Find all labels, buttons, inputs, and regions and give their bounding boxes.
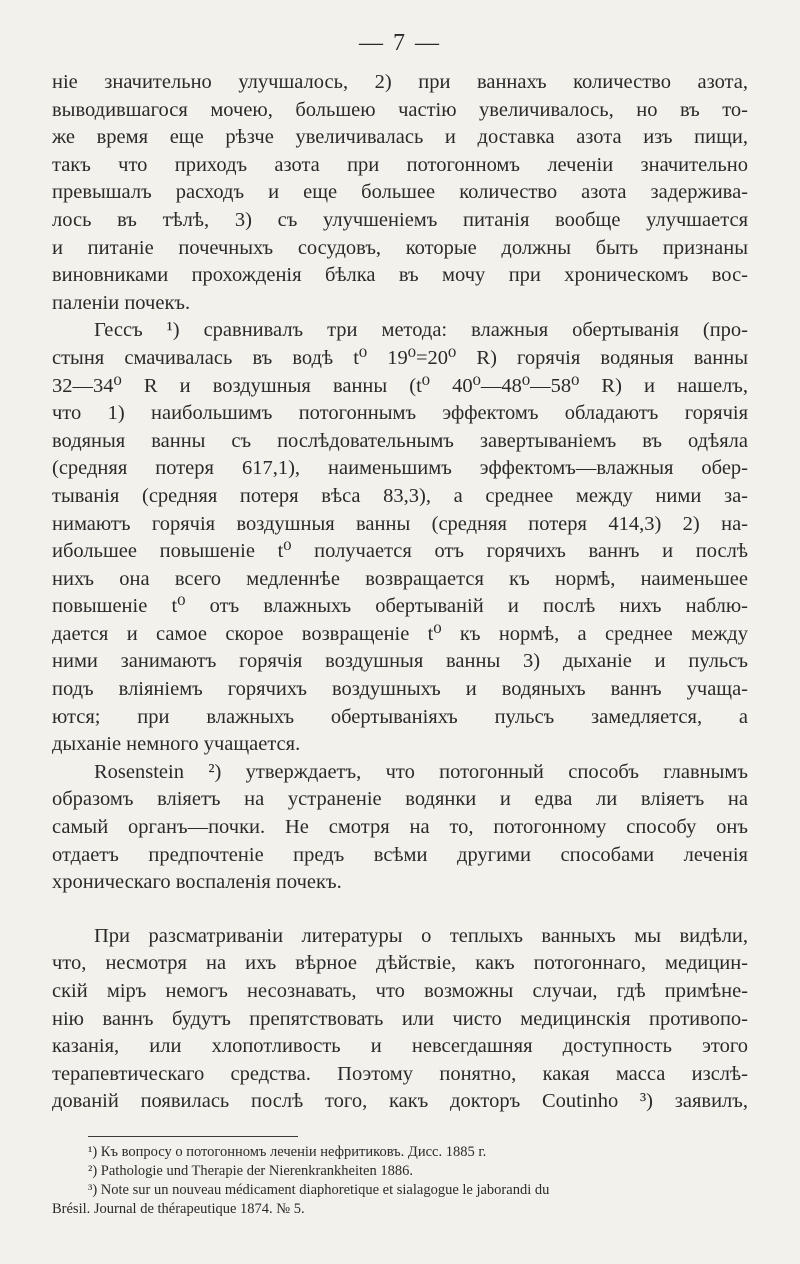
- text-line: образомъ вліяетъ на устраненіе водянки и едва ли вліяетъ на: [52, 788, 748, 811]
- paragraph-3: [52, 759, 748, 897]
- text-line: повышеніе t⁰ отъ влажныхъ обертываній и послѣ нихъ наблю-: [52, 595, 748, 618]
- text-line: ніе значительно улучшалось, 2) при ваннахъ количество азота,: [52, 71, 748, 93]
- text-line: ются; при влажныхъ обертываніяхъ пульсъ замедляется, а: [52, 705, 748, 728]
- text-line: ними занимаютъ горячія воздушныя ванны 3) дыханіе и пульсъ: [52, 650, 748, 673]
- text-line: водяныя ванны съ послѣдовательнымъ завертываніемъ въ одѣяла: [52, 429, 748, 452]
- text-line: стыня смачивалась въ водѣ t⁰ 19⁰=20⁰ R) горячія водяныя ванны: [52, 346, 748, 369]
- text-line: терапевтическаго средства. Поэтому понятно, какая масса изслѣ-: [52, 1062, 748, 1085]
- text-line: выводившагося мочею, большею частію увеличивалось, но въ то-: [52, 98, 748, 121]
- text-line: 32—34⁰ R и воздушныя ванны (t⁰ 40⁰—48⁰—58⁰ R) и нашелъ,: [52, 374, 748, 397]
- text-line: казанія, или хлопотливость и невсегдашняя доступность этого: [52, 1035, 748, 1058]
- footnote-2: ²) Pathologie und Therapie der Nierenkrankheiten 1886.: [88, 1162, 413, 1179]
- text-line: что, несмотря на ихъ вѣрное дѣйствіе, какъ потогоннаго, медицин-: [52, 952, 748, 975]
- text-line: такъ что приходъ азота при потогонномъ леченіи значительно: [52, 153, 748, 176]
- text-line: дается и самое скорое возвращеніе t⁰ къ нормѣ, а среднее между: [52, 622, 748, 645]
- text-line: нію ваннъ будутъ препятствовать или чисто медицинскія противопо-: [52, 1007, 748, 1030]
- text-line: виновниками прохожденія бѣлка въ мочу при хроническомъ вос-: [52, 264, 748, 287]
- text-line: и питаніе почечныхъ сосудовъ, которые должны быть признаны: [52, 236, 748, 259]
- text-line: что 1) наибольшимъ потогоннымъ эффектомъ обладаютъ горячія: [52, 402, 748, 425]
- text-line: превышалъ расходъ и еще большее количество азота задержива-: [52, 181, 748, 204]
- paragraph-4: [52, 923, 748, 1116]
- footnote-3-continuation: Brésil. Journal de thérapeutique 1874. № 5.: [52, 1200, 305, 1217]
- footnotes: [52, 1143, 748, 1219]
- text-line: лось въ тѣлѣ, 3) съ улучшеніемъ питанія вообще улучшается: [52, 208, 748, 231]
- page-number: — 7 —: [359, 30, 441, 56]
- text-line: отдаетъ предпочтеніе предъ всѣми другими способами леченія: [52, 843, 748, 866]
- footnote-3: ³) Note sur un nouveau médicament diaphoretique et sialagogue le jaborandi du: [88, 1181, 550, 1198]
- footnote-1: ¹) Къ вопросу о потогонномъ леченіи нефритиковъ. Дисс. 1885 г.: [88, 1143, 487, 1160]
- paragraph-gap: [52, 897, 748, 923]
- text-line: нихъ она всего медленнѣе возвращается къ нормѣ, наименьшее: [52, 567, 748, 590]
- text-line: самый органъ—почки. Не смотря на то, потогонному способу онъ: [52, 816, 748, 839]
- text-line: нимаютъ горячія воздушныя ванны (средняя потеря 414,3) 2) на-: [52, 512, 748, 535]
- text-line: (средняя потеря 617,1), наименьшимъ эффектомъ—влажныя обер-: [52, 457, 748, 480]
- text-line: же время еще рѣзче увеличивалась и доставка азота изъ пищи,: [52, 126, 748, 149]
- text-line: дыханіе немного учащается.: [52, 733, 301, 756]
- text-line: тыванія (средняя потеря вѣса 83,3), а среднее между ними за-: [52, 484, 748, 507]
- text-line: ибольшее повышеніе t⁰ получается отъ горячихъ ваннъ и послѣ: [52, 540, 748, 563]
- text-line: При разсматриваніи литературы о теплыхъ ванныхъ мы видѣли,: [94, 924, 748, 947]
- text-line: дованій появилась послѣ того, какъ докторъ Coutinho ³) заявилъ,: [52, 1090, 748, 1113]
- text-line: хроническаго воспаленія почекъ.: [52, 871, 342, 894]
- text-line: Гессъ ¹) сравнивалъ три метода: влажныя обертыванія (про-: [94, 319, 748, 342]
- text-line: паленіи почекъ.: [52, 291, 191, 314]
- text-line: подъ вліяніемъ горячихъ воздушныхъ и водяныхъ ваннъ учаща-: [52, 678, 748, 701]
- paragraph-1: [52, 69, 748, 317]
- text-line: Rosenstein ²) утверждаетъ, что потогонный способъ главнымъ: [94, 760, 748, 783]
- paragraph-2: [52, 317, 748, 759]
- text-line: скій міръ немогъ несознавать, что возможны случаи, гдѣ примѣне-: [52, 980, 748, 1002]
- footnote-divider: [88, 1136, 298, 1137]
